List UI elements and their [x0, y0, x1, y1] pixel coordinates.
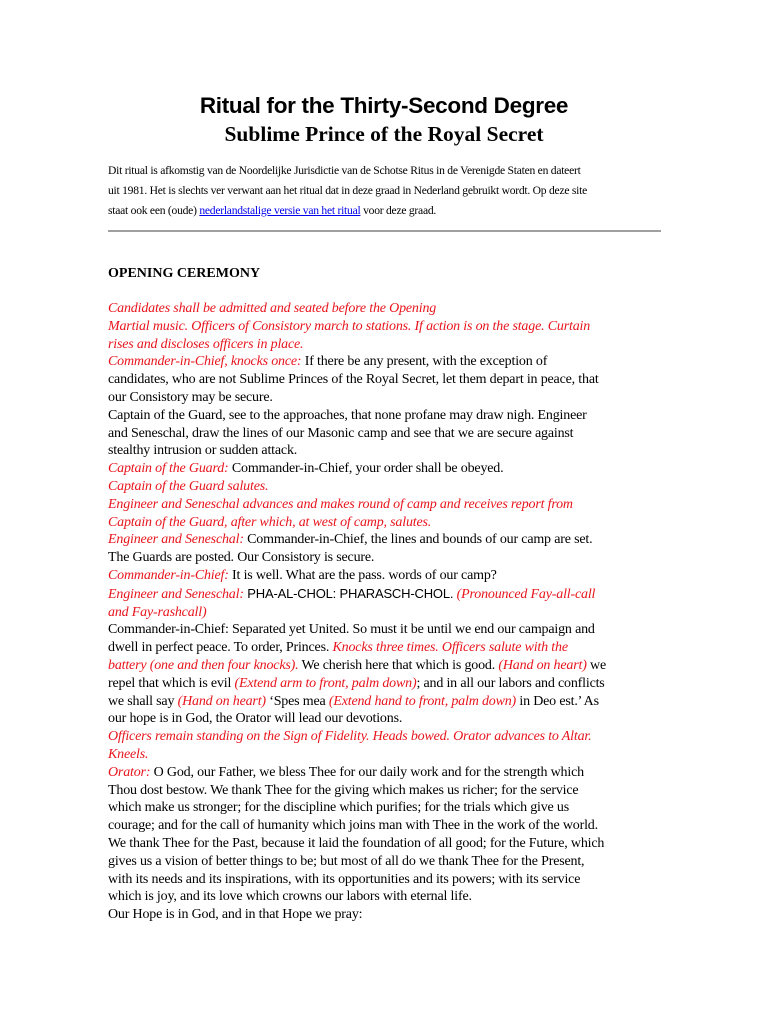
stage-direction: Kneels. [108, 746, 149, 762]
text-line: which make us stronger; for the discipline which purifies; for the trials which give us [108, 800, 570, 816]
speaker-label: Engineer and Seneschal: [108, 532, 244, 548]
text-line: The Guards are posted. Our Consistory is secure. [108, 550, 375, 566]
text-line: Commander-in-Chief: Separated yet United. So must it be until we end our campaign and [108, 622, 595, 638]
text-line: Captain of the Guard, see to the approaches, that none profane may draw nigh. Engineer [108, 407, 587, 423]
horizontal-divider [108, 230, 661, 232]
text-line: courage; and for the call of humanity which joins man with Thee in the work of the world. [108, 818, 598, 834]
text-line: Our Hope is in God, and in that Hope we pray: [108, 907, 363, 923]
ritual-text [108, 300, 656, 924]
spoken-text: It is well. What are the pass. words of our camp? [228, 567, 497, 583]
text-line [108, 639, 656, 657]
text-line [108, 693, 656, 711]
spoken-text: ‘Spes mea [265, 693, 326, 709]
stage-direction: Knocks three times. Officers salute with the [329, 640, 568, 656]
text-line [108, 531, 656, 549]
text-line: Thou dost bestow. We thank Thee for the giving which makes us richer; for the service [108, 782, 579, 798]
spoken-text: ; and in all our labors and conflicts [416, 675, 605, 691]
spoken-text: Commander-in-Chief, your order shall be obeyed. [228, 461, 504, 477]
text-line: We thank Thee for the Past, because it laid the foundation of all good; for the Future, which [108, 835, 605, 851]
stage-direction: (Hand on heart) [174, 693, 266, 709]
speaker-label: Engineer and Seneschal: [108, 586, 244, 602]
stage-direction: (Extend hand to front, palm down) [325, 693, 517, 709]
intro-line-3-start: staat ook een (oude) [108, 204, 200, 217]
text-line [108, 353, 656, 371]
section-heading: OPENING CEREMONY [108, 266, 261, 281]
stage-direction: Candidates shall be admitted and seated before the Opening [108, 301, 437, 316]
text-line: candidates, who are not Sublime Princes of the Royal Secret, let them depart in peace, that [108, 372, 599, 388]
intro-line-3-end: voor deze graad. [360, 204, 437, 217]
speaker-label: Captain of the Guard: [108, 461, 229, 477]
text-line: our Consistory may be secure. [108, 389, 273, 405]
dutch-version-link[interactable]: nederlandstalige versie van het ritual [199, 204, 361, 217]
stage-direction: Martial music. Officers of Consistory march to stations. If action is on the stage. Curtain [108, 318, 591, 334]
stage-direction: (Extend arm to front, palm down) [231, 675, 417, 691]
stage-direction: and Fay-rashcall) [108, 604, 207, 620]
stage-direction: Officers remain standing on the Sign of Fidelity. Heads bowed. Orator advances to Altar. [108, 729, 592, 745]
text-line [108, 764, 656, 782]
stage-direction: Captain of the Guard salutes. [108, 478, 269, 494]
text-line: which is joy, and its love which crowns our labors with eternal life. [108, 889, 472, 905]
pass-words: PHA-AL-CHOL: PHARASCH-CHOL. [243, 585, 454, 601]
text-line [108, 460, 656, 478]
spoken-text: O God, our Father, we bless Thee for our daily work and for the strength which [150, 764, 584, 780]
speaker-label: Commander-in-Chief, knocks once: [108, 354, 302, 370]
spoken-text: we shall say [108, 693, 175, 709]
document-subtitle: Sublime Prince of the Royal Secret [224, 122, 544, 146]
stage-direction: Captain of the Guard, after which, at west of camp, salutes. [108, 514, 432, 530]
speaker-label: Commander-in-Chief: [108, 567, 229, 583]
stage-direction: rises and discloses officers in place. [108, 336, 304, 352]
stage-direction: (Hand on heart) [495, 657, 587, 673]
stage-direction: (Pronounced Fay-all-call [453, 586, 596, 602]
spoken-text: dwell in perfect peace. To order, Princes. [108, 640, 330, 656]
speaker-label: Orator: [108, 764, 151, 780]
stage-direction: battery (one and then four knocks). [108, 657, 299, 673]
text-line: our hope is in God, the Orator will lead our devotions. [108, 711, 403, 727]
spoken-text: We cherish here that which is good. [298, 657, 496, 673]
text-line: stealthy intrusion or sudden attack. [108, 443, 298, 459]
stage-direction: Engineer and Seneschal advances and makes round of camp and receives report from [108, 496, 573, 512]
spoken-text: Commander-in-Chief, the lines and bounds of our camp are set. [243, 532, 593, 548]
text-line [108, 657, 656, 675]
spoken-text: in Deo est.’ As [516, 693, 599, 709]
text-line [108, 675, 656, 693]
text-line [108, 585, 656, 604]
intro-line-2: uit 1981. Het is slechts ver verwant aan het ritual dat in deze graad in Nederland gebruikt wordt. Op deze site [108, 184, 587, 197]
text-line: gives us a vision of better things to be; but most of all do we thank Thee for the Present, [108, 853, 585, 869]
spoken-text: repel that which is evil [108, 675, 232, 691]
document-title: Ritual for the Thirty-Second Degree [199, 93, 569, 118]
intro-paragraph [108, 161, 664, 221]
spoken-text: If there be any present, with the exception of [301, 354, 548, 370]
text-line: and Seneschal, draw the lines of our Masonic camp and see that we are secure against [108, 425, 574, 441]
intro-line-1: Dit ritual is afkomstig van de Noordelijke Jurisdictie van de Schotse Ritus in de Verenigde Staten en dateert [108, 164, 581, 177]
text-line: with its needs and its inspirations, with its opportunities and its powers; with its service [108, 871, 581, 887]
text-line [108, 567, 656, 585]
spoken-text: we [586, 657, 606, 673]
